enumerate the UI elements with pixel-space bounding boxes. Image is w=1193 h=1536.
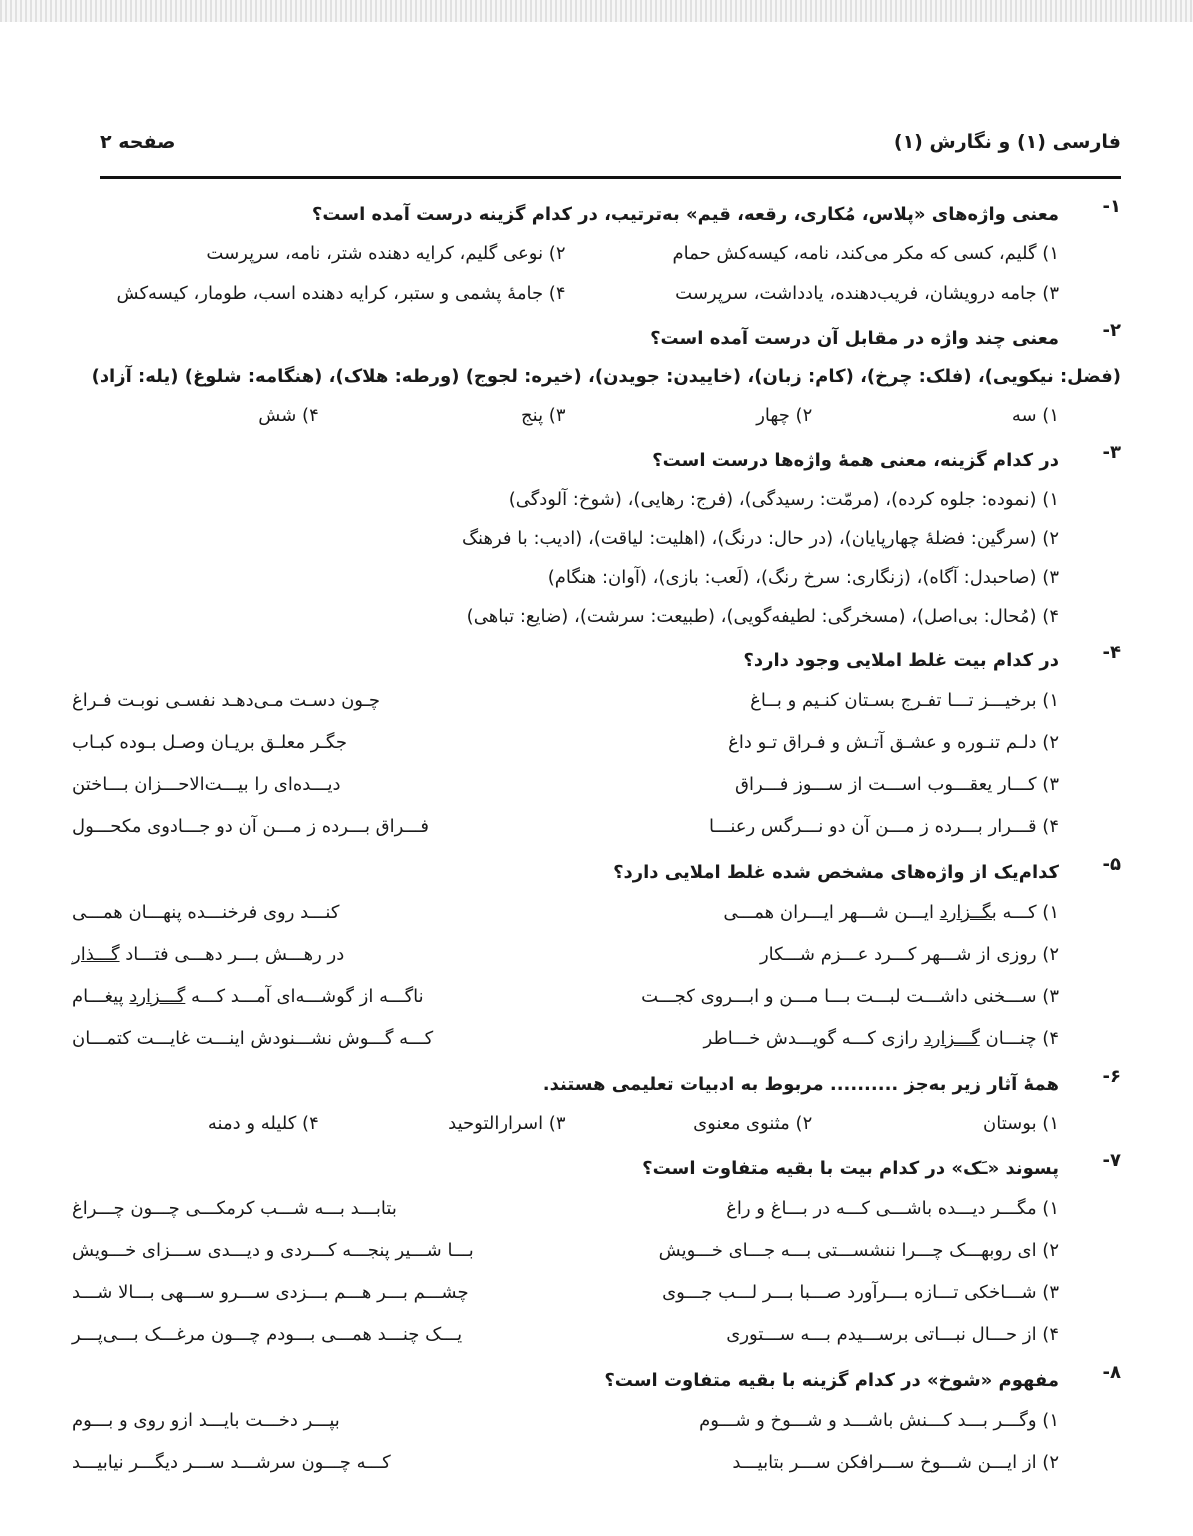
option-3[interactable]: ۳) جامه درویشان، فریب‌دهنده، یادداشت، سرپرست [675,283,1059,304]
verse-options [72,1188,1059,1356]
option-2-first-hemistich[interactable] [576,934,1060,976]
option-1[interactable]: ۱) سه [1011,405,1059,426]
question-text: معنی واژه‌های «پلاس، مُکاری، رقعه، قیم» به‌ترتیب، در کدام گزینه درست آمده است؟ [311,204,1059,225]
subject-title: فارسی (۱) و نگارش (۱) [893,131,1121,153]
option-4[interactable]: ۴) جامهٔ پشمی و ستبر، کرایه دهنده اسب، طومار، کیسه‌کش [116,283,566,304]
option-1-first-hemistich[interactable]: ۱) مگـــر دیـــده باشـــی کـــه در بـــاغ و راغ [726,1198,1059,1219]
text: ۳) ســـخنی داشـــت لبـــت بـــا مـــن و ابـــروی کجـــت [641,986,1059,1007]
question-3 [72,442,1121,636]
option-2[interactable]: ۲) چهار [756,405,813,426]
option-2-second-hemistich [72,934,556,976]
text: کنـــد روی فرخنـــده پنهـــان همـــی [72,902,340,923]
questions [72,196,1121,1490]
page-header [100,126,1121,158]
options [72,480,1059,636]
option-4[interactable]: ۴) شش [258,405,319,426]
question-text: معنی چند واژه در مقابل آن درست آمده است؟ [650,328,1059,349]
question-text: در کدام گزینه، معنی همهٔ واژه‌ها درست است؟ [652,450,1059,471]
option-1[interactable]: ۱) گلیم، کسی که مکر می‌کند، نامه، کیسه‌کش حمام [672,243,1059,264]
marked-word: گـــذار [72,944,120,965]
text: ۴) چنـــان [979,1028,1059,1049]
option-1[interactable]: ۱) (نموده: جلوه کرده)، (مرمّت: رسیدگی)، (فرج: رهایی)، (شوخ: آلودگی) [508,489,1059,510]
verse-options [72,892,1059,1060]
option-1[interactable]: ۱) بوستان [983,1113,1059,1134]
question-number: ۲- [1102,320,1121,341]
option-2-second-hemistich: جگـر معلـق بریـان وصـل بـوده کبـاب [72,732,347,753]
question-2 [72,320,1121,436]
option-3-second-hemistich: چشـــم بـــر هـــم بـــزدی ســـرو ســـهی بـــالا شـــد [72,1282,469,1303]
option-1-second-hemistich: بپـــر دخـــت بایـــد ازو روی و بـــوم [72,1410,340,1431]
verse-options [72,680,1059,848]
question-6 [72,1066,1121,1144]
text: کـــه گـــوش نشـــنودش اینـــت غایـــت کتمـــان [72,1028,434,1049]
text: ناگـــه از گوشـــه‌ای آمـــد کـــه [185,986,424,1007]
question-text: کدام‌یک از واژه‌های مشخص شده غلط املایی دارد؟ [613,862,1059,883]
option-4-first-hemistich[interactable]: ۴) قـــرار بـــرده ز مـــن آن دو نـــرگس رعنـــا [709,816,1059,837]
question-text: پسوند «ـَک» در کدام بیت با بقیه متفاوت است؟ [642,1158,1059,1179]
question-1 [72,196,1121,314]
options [72,396,1059,436]
question-number: ۴- [1102,642,1121,663]
option-4-second-hemistich: فـــراق بـــرده ز مـــن آن دو جـــادوی مکحـــول [72,816,429,837]
text: رازی کـــه گویـــدش خـــاطر [703,1028,924,1049]
marked-word: گـــزارد [923,1028,980,1049]
verse-options [72,1400,1059,1484]
text: در رهـــش بـــر دهـــی فتـــاد [119,944,345,965]
question-number: ۳- [1102,442,1121,463]
options [72,234,1059,314]
option-1-first-hemistich[interactable] [576,892,1060,934]
question-number: ۱- [1102,196,1121,217]
word-list: (فضل: نیکویی)، (فلک: چرخ)، (کام: زبان)، (خاییدن: جویدن)، (خیره: لجوج) (ورطه: هلاک)، (هنگامه: شلوغ) (یله: آزاد) [91,366,1121,387]
option-3[interactable]: ۳) اسرارالتوحید [448,1113,566,1134]
question-text: در کدام بیت غلط املایی وجود دارد؟ [743,650,1059,671]
question-5 [72,854,1121,1060]
option-2[interactable]: ۲) (سرگین: فضلهٔ چهارپایان)، (در حال: درنگ)، (اهلیت: لیاقت)، (ادیب: با فرهنگ [461,528,1059,549]
marked-word: بگــزارد [939,902,997,923]
question-number: ۸- [1102,1362,1121,1383]
option-3-first-hemistich[interactable]: ۳) کـــار یعقـــوب اســـت از ســـوز فـــراق [735,774,1059,795]
option-2-second-hemistich: کـــه چـــون سرشـــد ســـر دیگـــر نیابیـــد [72,1452,391,1473]
option-4-second-hemistich [72,1018,556,1060]
question-text: مفهوم «شوخ» در کدام گزینه با بقیه متفاوت است؟ [604,1370,1059,1391]
options [72,1104,1059,1144]
option-4-first-hemistich[interactable] [576,1018,1060,1060]
option-3-second-hemistich: دیـــده‌ای را بیـــت‌الاحـــزان بـــاختن [72,774,341,795]
text: ۱) کـــه [996,902,1059,923]
option-4[interactable]: ۴) کلیله و دمنه [207,1113,319,1134]
question-8 [72,1362,1121,1484]
option-1-second-hemistich [72,892,556,934]
question-number: ۵- [1102,854,1121,875]
text: ۲) روزی از شـــهر کـــرد عـــزم شـــکار [759,944,1059,965]
question-number: ۷- [1102,1150,1121,1171]
option-2-first-hemistich[interactable]: ۲) دلـم تنـوره و عشـق آتـش و فـراق تـو داغ [728,732,1059,753]
option-3[interactable]: ۳) پنج [521,405,566,426]
option-1-first-hemistich[interactable]: ۱) وگـــر بـــد کـــنش باشـــد و شـــوخ و شـــوم [699,1410,1059,1431]
option-2-first-hemistich[interactable]: ۲) ای روبهـــک چـــرا ننشســـتی بـــه جـــای خـــویش [658,1240,1059,1261]
option-3-second-hemistich [72,976,556,1018]
question-4 [72,642,1121,848]
option-2-second-hemistich: بـــا شـــیر پنجـــه کـــردی و دیـــدی ســـزای خـــویش [72,1240,474,1261]
question-7 [72,1150,1121,1356]
header-rule [100,176,1121,179]
text: پیغـــام [72,986,130,1007]
option-1-second-hemistich: چـون دسـت مـی‌دهـد نفسـی نوبـت فـراغ [72,690,380,711]
option-3[interactable]: ۳) (صاحبدل: آگاه)، (زنگاری: سرخ رنگ)، (لَعب: بازی)، (آوان: هنگام) [547,567,1059,588]
question-text: همهٔ آثار زیر به‌جز .......... مربوط به ادبیات تعلیمی هستند. [542,1074,1059,1095]
page-number: صفحه ۲ [100,131,176,153]
marked-word: گـــزارد [129,986,186,1007]
option-4-first-hemistich[interactable]: ۴) از حـــال نبـــاتی برســـیدم بـــه ســـتوری [726,1324,1059,1345]
option-2[interactable]: ۲) مثنوی معنوی [693,1113,813,1134]
question-number: ۶- [1102,1066,1121,1087]
option-2[interactable]: ۲) نوعی گلیم، کرایه دهنده شتر، نامه، سرپرست [206,243,566,264]
text: ایـــن شـــهر ایـــران همـــی [723,902,940,923]
option-3-first-hemistich[interactable]: ۳) شـــاخکی تـــازه بـــرآورد صـــبا بـــر لـــب جـــوی [662,1282,1059,1303]
option-4-second-hemistich: یـــک چنـــد همـــی بـــودم چـــون مرغـــک بـــی‌پـــر [72,1324,463,1345]
option-1-second-hemistich: بتابـــد بـــه شـــب کرمکـــی چـــون چـــراغ [72,1198,397,1219]
option-4[interactable]: ۴) (مُحال: بی‌اصل)، (مسخرگی: لطیفه‌گویی)، (طبیعت: سرشت)، (ضایع: تباهی) [466,606,1059,627]
option-2-first-hemistich[interactable]: ۲) از ایـــن شـــوخ ســـرافکن ســـر بتابیـــد [732,1452,1059,1473]
option-3-first-hemistich[interactable] [576,976,1060,1018]
option-1-first-hemistich[interactable]: ۱) برخیـــز تـــا تفـرج بسـتان کنـیم و بــاغ [750,690,1059,711]
